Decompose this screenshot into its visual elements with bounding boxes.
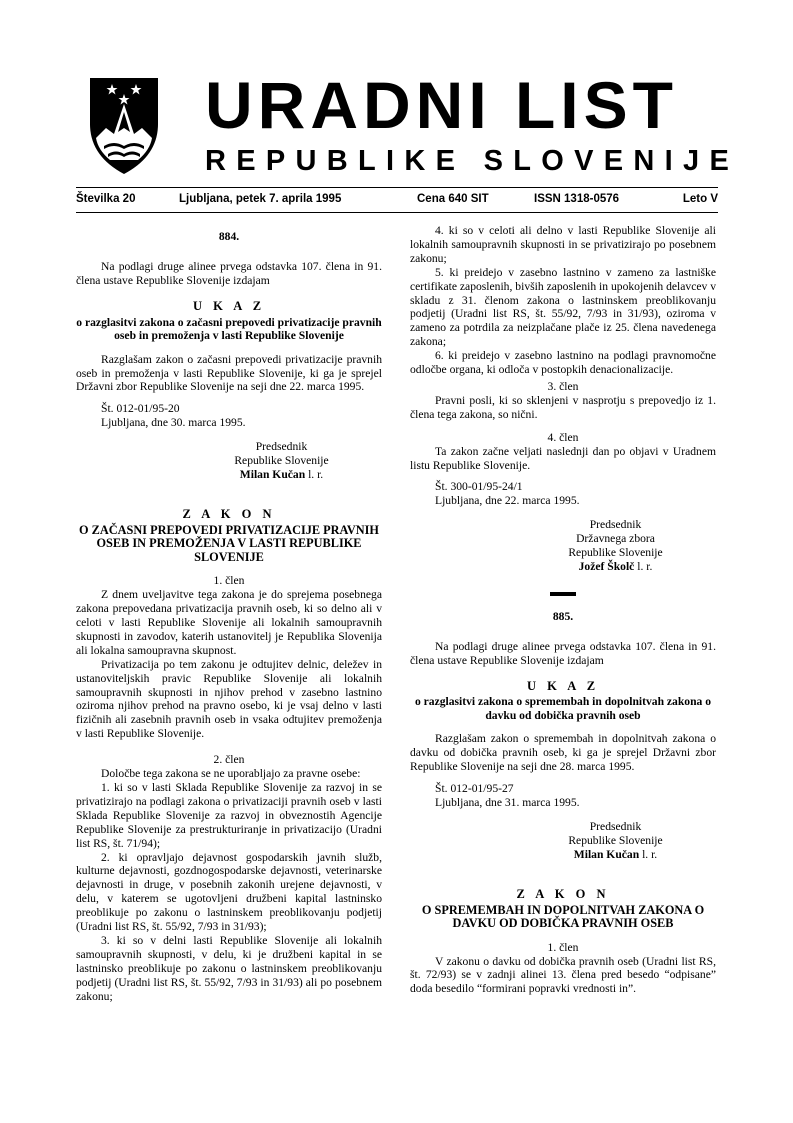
ukaz-body: Razglašam zakon o začasni prepovedi privatizacije pravnih oseb in premoženja v lasti Republike Slovenije, ki ga je sprejel Državni zbor Republike Slovenije na seji dne 22. marca 1995.: [76, 352, 382, 394]
header-rule-bottom: [76, 212, 718, 213]
article-list-item: 6. ki preidejo v zasebno lastnino na podlagi pravnomočne odločbe organa, ki odloča v postopkih denacionalizacije.: [410, 349, 716, 377]
signature-block: [76, 440, 382, 482]
signature-title: Predsednik: [589, 518, 642, 532]
issue-price: Cena 640 SIT: [417, 193, 489, 205]
article-paragraph: Ta zakon začne veljati naslednji dan po objavi v Uradnem listu Republike Slovenije.: [410, 444, 716, 472]
article-paragraph: Z dnem uveljavitve tega zakona je do sprejema posebnega zakona prepovedana privatizacija pravnih oseb, ki so delno ali v celoti v lasti Republike Slovenije ali lokalnih samoupravnih skupnosti in zavodov, katerih ustanovitelj je Republika Slovenija ali lokalna samoupravna skupnost.: [76, 588, 382, 657]
article-list-item: 4. ki so v celoti ali delno v lasti Republike Slovenije ali lokalnih samoupravnih skupnosti in se privatizirajo po posebnem zakonu;: [410, 224, 716, 265]
issue-bar: [76, 193, 718, 209]
reference-date: Ljubljana, dne 30. marca 1995.: [101, 416, 246, 430]
signature-block: [410, 820, 716, 862]
article-paragraph: Določbe tega zakona se ne uporabljajo za pravne osebe:: [101, 767, 361, 781]
issue-issn: ISSN 1318-0576: [534, 193, 620, 205]
ukaz-heading: U K A Z: [192, 298, 266, 313]
header-rule-top: [76, 187, 718, 188]
article-heading: 1. člen: [213, 574, 245, 588]
article-heading: 2. člen: [213, 753, 245, 767]
signature-name: Milan Kučan: [239, 467, 306, 481]
signature-organization: Republike Slovenije: [568, 546, 663, 560]
column-left: [76, 224, 382, 1003]
signature-title: Predsednik: [589, 820, 642, 833]
article-heading: 4. člen: [547, 430, 579, 444]
masthead-title: URADNI LIST: [205, 68, 678, 142]
signature-suffix: l. r.: [634, 559, 653, 573]
reference-number: Št. 012-01/95-27: [435, 782, 514, 796]
ukaz-body: Razglašam zakon o spremembah in dopolnitvah zakona o davku od dobička pravnih oseb, ki ga je sprejel Državni zbor Republike Slovenije na seji dne 28. marca 1995.: [410, 732, 716, 774]
signature-organization: Državnega zbora: [576, 532, 655, 546]
reference-number: Št. 300-01/95-24/1: [435, 480, 523, 494]
signature-title: Predsednik: [255, 440, 308, 454]
column-right: [410, 224, 716, 996]
ukaz-heading: U K A Z: [526, 678, 600, 693]
signature-name: Jožef Školč: [578, 559, 635, 573]
article-list-item: 1. ki so v lasti Sklada Republike Slovenije za razvoj in se privatizirajo na podlagi zakona o privatizaciji pravnih oseb v lasti Sklada Republike Slovenije za razvoj in obveznostih Agencije Republike Slovenije za prestrukturiranje in privatizacijo (Uradni list RS, št. 71/94);: [76, 780, 382, 850]
reference-date: Ljubljana, dne 22. marca 1995.: [435, 494, 580, 508]
document-number: 884.: [218, 230, 240, 243]
zakon-heading: Z A K O N: [182, 506, 276, 521]
zakon-subheading: O SPREMEMBAH IN DOPOLNITVAH ZAKONA O DAVKU OD DOBIČKA PRAVNIH OSEB: [421, 902, 705, 931]
slovenia-coat-of-arms-icon: [88, 76, 160, 176]
reference-date: Ljubljana, dne 31. marca 1995.: [435, 796, 580, 810]
signature-organization: Republike Slovenije: [568, 833, 663, 847]
article-heading: 1. člen: [547, 940, 579, 954]
issue-place-date: Ljubljana, petek 7. aprila 1995: [179, 193, 342, 205]
article-list-item: 2. ki opravljajo dejavnost gospodarskih javnih služb, kulturne dejavnosti, gozdnogospodarske dejavnosti, veterinarske dejavnosti in druge, v posebnih zakonih urejene dejavnosti, v delu, v katerem se ugotovljeni družbeni kapital lastninsko preoblikuje po zakonu o lastninskem preoblikovanju podjetij (Uradni list RS, št. 55/92, 7/93 in 31/93);: [76, 850, 382, 934]
issue-volume: Leto V: [682, 193, 718, 205]
issue-number: Številka 20: [76, 193, 136, 205]
article-paragraph: Privatizacija po tem zakonu je odtujitev delnic, deležev in ustanoviteljskih pravic Republike Slovenije ali lokalnih samoupravnih skupnosti in njihov prehod v zasebno lastnino oziroma njihov prehod na pravno osebo, ki je vsaj delno v lasti fizičnih ali zasebnih pravnih oseb in vsaka odtujitev premoženja v lasti Republike Slovenije.: [76, 657, 382, 741]
signature-block: [410, 518, 716, 574]
signature-organization: Republike Slovenije: [234, 454, 329, 468]
document-separator: [550, 592, 576, 596]
preamble: Na podlagi druge alinee prvega odstavka 107. člena in 91. člena ustave Republike Slovenije izdajam: [76, 259, 382, 287]
signature-suffix: l. r.: [305, 467, 324, 481]
article-list-item: 5. ki preidejo v zasebno lastnino v zameno za lastniške certifikate zaposlenih, bivših zaposlenih in upokojenih delavcev v skladu z 31. členom zakona o lastninskem preoblikovanju podjetij (Uradni list RS, št. 55/92, 7/93 in 31/93), oziroma v zameno za potrdila za neizplačane plače iz 25. člena navedenega zakona;: [410, 265, 716, 349]
ukaz-subheading: o razglasitvi zakona o spremembah in dopolnitvah zakona o davku od dobička pravnih oseb: [414, 695, 712, 722]
preamble: Na podlagi druge alinee prvega odstavka 107. člena in 91. člena ustave Republike Slovenije izdajam: [410, 639, 716, 667]
article-heading: 3. člen: [547, 379, 579, 393]
signature-name: Milan Kučan: [573, 847, 640, 861]
article-paragraph: Pravni posli, ki so sklenjeni v nasprotju s prepovedjo iz 1. člena tega zakona, so nični.: [410, 393, 716, 421]
signature-suffix: l. r.: [639, 847, 658, 861]
document-number: 885.: [552, 609, 574, 623]
article-list-item: 3. ki so v delni lasti Republike Slovenije ali lokalnih samoupravnih skupnosti, v delu, ki je družbeni kapital in se lastninsko preoblikuje po zakonu o lastninskem preoblikovanju podjetij (Uradni list RS, št. 55/92, 7/93 in 31/93) ali po posebnem zakonu;: [76, 933, 382, 1003]
masthead-subtitle: REPUBLIKE SLOVENIJE: [205, 145, 740, 177]
zakon-heading: Z A K O N: [516, 886, 610, 901]
article-paragraph: V zakonu o davku od dobička pravnih oseb (Uradni list RS, št. 72/93) se v zadnji alinei 13. člena pred besedo “odpisane” doda besedilo “formirani popravki vrednosti in”.: [410, 954, 716, 996]
reference-number: Št. 012-01/95-20: [101, 402, 180, 416]
ukaz-subheading: o razglasitvi zakona o začasni prepovedi privatizacije pravnih oseb in premoženja v lasti Republike Slovenije: [76, 315, 382, 343]
zakon-subheading: O ZAČASNI PREPOVEDI PRIVATIZACIJE PRAVNIH OSEB IN PREMOŽENJA V LASTI REPUBLIKE SLOVENIJE: [79, 522, 379, 564]
